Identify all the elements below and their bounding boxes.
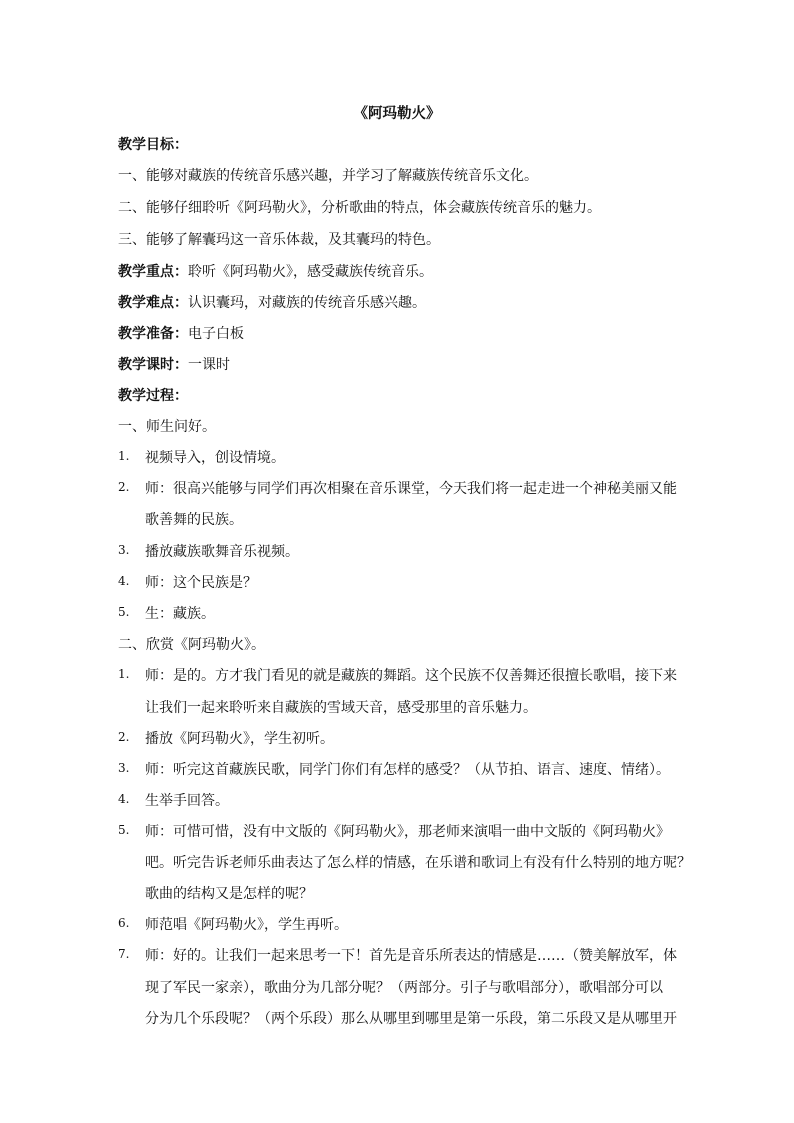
list-item-text: 师：很高兴能够与同学们再次相聚在音乐课堂，今天我们将一起走进一个神秘美丽又能 xyxy=(145,481,677,497)
list-item-text: 师：这个民族是？ xyxy=(145,575,257,591)
goal-1: 一、能够对藏族的传统音乐感兴趣，并学习了解藏族传统音乐文化。 xyxy=(118,168,538,184)
list-item-text: 生：藏族。 xyxy=(145,606,215,622)
hours-label: 教学课时： xyxy=(118,357,188,373)
preparation-label: 教学准备： xyxy=(118,326,188,342)
difficulty xyxy=(118,292,426,312)
process-heading: 教学过程： xyxy=(118,388,188,404)
difficulty-text: 认识囊玛，对藏族的传统音乐感兴趣。 xyxy=(188,295,426,311)
key-point xyxy=(118,261,433,281)
preparation xyxy=(118,323,244,343)
preparation-text: 电子白板 xyxy=(188,326,244,342)
goal-2: 二、能够仔细聆听《阿玛勒火》，分析歌曲的特点，体会藏族传统音乐的魅力。 xyxy=(118,200,601,216)
list-number: 2. xyxy=(118,730,130,744)
list-number: 2. xyxy=(118,480,130,494)
list-number: 7. xyxy=(118,947,130,961)
list-number: 3. xyxy=(118,761,130,775)
list-item-text: 生举手回答。 xyxy=(145,793,229,809)
list-item-text: 歌曲的结构又是怎样的呢？ xyxy=(145,886,313,902)
list-item-text: 师：可惜可惜，没有中文版的《阿玛勒火》，那老师来演唱一曲中文版的《阿玛勒火》 xyxy=(145,824,670,840)
document-title: 《阿玛勒火》 xyxy=(353,106,441,122)
list-number: 6. xyxy=(118,916,130,930)
list-item-text: 分为几个乐段呢？（两个乐段）那么从哪里到哪里是第一乐段，第二乐段又是从哪里开 xyxy=(145,1011,677,1027)
list-number: 4. xyxy=(118,574,130,588)
goal-3: 三、能够了解囊玛这一音乐体裁，及其囊玛的特色。 xyxy=(118,232,440,248)
key-point-text: 聆听《阿玛勒火》，感受藏族传统音乐。 xyxy=(188,264,433,280)
list-number: 1. xyxy=(118,449,130,463)
list-number: 4. xyxy=(118,792,130,806)
list-number: 5. xyxy=(118,605,130,619)
list-item-text: 现了军民一家亲），歌曲分为几部分呢？（两部分。引子与歌唱部分），歌唱部分可以 xyxy=(145,980,663,996)
list-number: 1. xyxy=(118,667,130,681)
list-number: 5. xyxy=(118,823,130,837)
list-item-text: 吧。听完告诉老师乐曲表达了怎么样的情感，在乐谱和歌词上有没有什么特别的地方呢？ xyxy=(145,855,691,871)
key-point-label: 教学重点： xyxy=(118,264,188,280)
hours-text: 一课时 xyxy=(188,357,230,373)
list-number: 3. xyxy=(118,543,130,557)
list-item-text: 师：好的。让我们一起来思考一下！首先是音乐所表达的情感是……（赞美解放军，体 xyxy=(145,948,677,964)
list-item-text: 让我们一起来聆听来自藏族的雪域天音，感受那里的音乐魅力。 xyxy=(145,700,537,716)
list-item-text: 师：是的。方才我门看见的就是藏族的舞蹈。这个民族不仅善舞还很擅长歌唱，接下来 xyxy=(145,668,677,684)
difficulty-label: 教学难点： xyxy=(118,295,188,311)
section1-heading: 一、师生问好。 xyxy=(118,419,216,435)
lesson-hours xyxy=(118,354,230,374)
list-item-text: 视频导入，创设情境。 xyxy=(145,450,285,466)
goals-heading: 教学目标： xyxy=(118,137,188,153)
list-item-text: 师：听完这首藏族民歌，同学门你们有怎样的感受？（从节拍、语言、速度、情绪）。 xyxy=(145,762,670,778)
section2-heading: 二、欣赏《阿玛勒火》。 xyxy=(118,637,265,653)
list-item-text: 歌善舞的民族。 xyxy=(145,512,243,528)
list-item-text: 播放《阿玛勒火》，学生初听。 xyxy=(145,731,334,747)
list-item-text: 师范唱《阿玛勒火》，学生再听。 xyxy=(145,917,348,933)
list-item-text: 播放藏族歌舞音乐视频。 xyxy=(145,544,299,560)
